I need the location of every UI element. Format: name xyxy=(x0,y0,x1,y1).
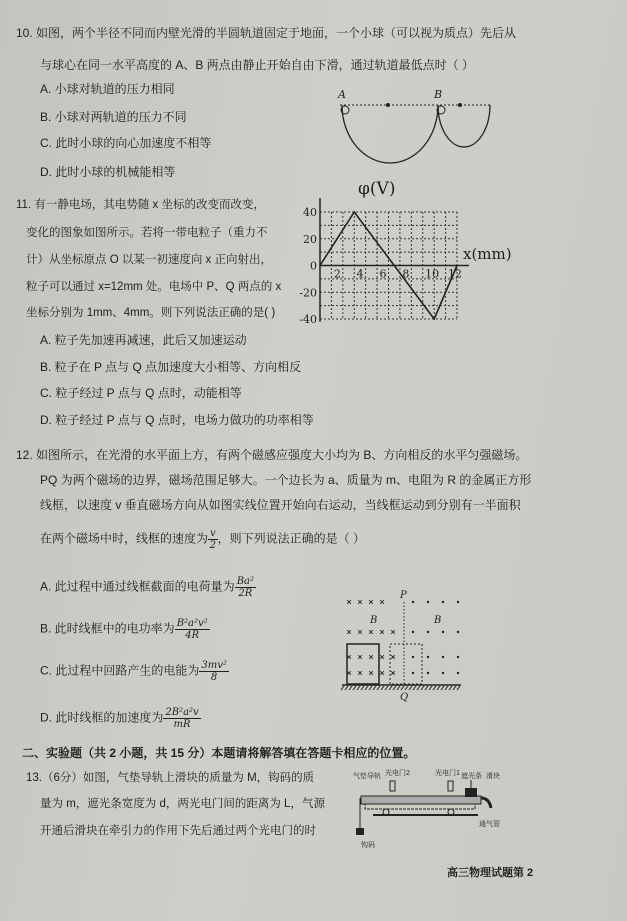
field-into-page-mark xyxy=(369,655,373,659)
ground-hatch xyxy=(433,686,436,690)
q12-line1: 12. 如图所示，在光滑的水平面上方，有两个磁感应强度大小均为 B、方向相反的水平匀强磁场。 xyxy=(16,448,528,462)
ground-hatch xyxy=(401,686,404,690)
field-out-of-page-mark xyxy=(427,601,429,603)
q12-line3: 线框，以速度 v 垂直磁场方向从如图实线位置开始向右运动，当线框运动到分别有一半面积 xyxy=(40,498,521,512)
option-fraction xyxy=(199,660,229,683)
ground-hatch xyxy=(397,686,400,690)
field-out-of-page-mark xyxy=(442,672,444,674)
field-out-of-page-mark xyxy=(412,656,414,658)
x-tick-label: 2 xyxy=(333,267,341,281)
q10-option-b: B. 小球对两轨道的压力不同 xyxy=(40,110,187,124)
ground-hatch xyxy=(437,686,440,690)
q12-line4 xyxy=(40,528,365,551)
x-tick-label: 10 xyxy=(425,267,440,281)
q10-stem-line2: 与球心在同一水平高度的 A、B 两点由静止开始自由下滑，通过轨道最低点时（ ） xyxy=(40,58,475,72)
frac-den: 2R xyxy=(238,588,253,599)
q13-line1: 13.（6分）如图，气垫导轨上滑块的质量为 M，钩码的质 xyxy=(26,772,315,784)
ground-hatch xyxy=(377,686,380,690)
ground-hatch xyxy=(425,686,428,690)
label-b-right: B xyxy=(434,615,442,626)
field-into-page-mark xyxy=(347,600,351,604)
ground-hatch xyxy=(369,686,372,690)
field-into-page-mark xyxy=(391,655,395,659)
ground-hatch xyxy=(417,686,420,690)
option-text: A. 此过程中通过线框截面的电荷量为 xyxy=(40,579,235,594)
y-tick-label: 0 xyxy=(310,259,317,273)
option-text: D. 此时线框的加速度为 xyxy=(40,710,164,725)
x-tick-label: 8 xyxy=(402,267,410,281)
q13-line2: 量为 m，遮光条宽度为 d，两光电门间的距离为 L，气源 xyxy=(40,798,325,810)
field-out-of-page-mark xyxy=(442,631,444,633)
ground-hatch xyxy=(361,686,364,690)
label-b-left: B xyxy=(370,615,378,626)
option-fraction xyxy=(235,576,256,599)
q11-line2: 变化的图象如图所示。若将一带电粒子（重力不 xyxy=(26,227,268,239)
velocity-fraction xyxy=(208,528,218,551)
q11-line3: 计）从坐标原点 O 以某一初速度向 x 正向射出， xyxy=(26,254,272,266)
ground-hatch xyxy=(365,686,368,690)
magnetic-field-figure xyxy=(340,590,465,703)
option-fraction xyxy=(163,707,200,730)
x-tick-label: 12 xyxy=(448,267,462,281)
ground-hatch xyxy=(353,686,356,690)
ground-hatch xyxy=(409,686,412,690)
q12-option-d xyxy=(40,707,201,730)
q10-option-a: A. 小球对轨道的压力相同 xyxy=(40,82,175,96)
field-into-page-mark xyxy=(380,600,384,604)
frac-num: B²a²v² xyxy=(176,618,208,629)
field-into-page-mark xyxy=(358,655,362,659)
page-footer: 高三物理试题第 2 xyxy=(447,867,534,879)
field-out-of-page-mark xyxy=(412,601,414,603)
frac-den: 2 xyxy=(209,540,217,551)
ground-hatch xyxy=(341,686,344,690)
ground-hatch xyxy=(457,686,460,690)
field-out-of-page-mark xyxy=(457,656,459,658)
frac-num: Ba² xyxy=(236,576,255,587)
ground-hatch xyxy=(413,686,416,690)
label-slider: 滑块 xyxy=(486,773,500,780)
field-out-of-page-mark xyxy=(442,601,444,603)
q11-line1: 11. 有一静电场，其电势随 x 坐标的改变而改变， xyxy=(16,199,265,211)
frac-den: 8 xyxy=(210,672,218,683)
y-tick-label: -20 xyxy=(299,286,317,300)
q13-line3: 开通后滑块在牵引力的作用下先后通过两个光电门的时 xyxy=(40,825,316,837)
field-into-page-mark xyxy=(380,671,384,675)
field-into-page-mark xyxy=(391,630,395,634)
q11-option-d: D. 粒子经过 P 点与 Q 点时，电场力做功的功率相等 xyxy=(40,413,314,427)
option-text: B. 此时线框中的电功率为 xyxy=(40,621,175,636)
ground-hatch xyxy=(381,686,384,690)
y-tick-label: -40 xyxy=(299,313,317,326)
ground-hatch xyxy=(405,686,408,690)
y-axis-label: φ(V) xyxy=(358,179,396,199)
q11-line4: 粒子可以通过 x=12mm 处。电场中 P、Q 两点的 x xyxy=(26,281,282,293)
field-out-of-page-mark xyxy=(412,631,414,633)
x-tick-label: 6 xyxy=(379,267,387,281)
q12-option-b xyxy=(40,618,210,641)
field-out-of-page-mark xyxy=(412,672,414,674)
field-into-page-mark xyxy=(369,671,373,675)
label-q: Q xyxy=(400,692,409,703)
ground-hatch xyxy=(441,686,444,690)
ground-hatch xyxy=(349,686,352,690)
ground-hatch xyxy=(357,686,360,690)
frac-num: v xyxy=(210,528,216,539)
field-into-page-mark xyxy=(369,630,373,634)
q11-line5: 坐标分别为 1mm、4mm。则下列说法正确的是( ) xyxy=(26,307,276,319)
field-out-of-page-mark xyxy=(427,656,429,658)
ground-hatch xyxy=(421,686,424,690)
frac-den: 4R xyxy=(185,630,200,641)
q12-line4-text: 在两个磁场中时，线框的速度为 xyxy=(40,531,209,546)
y-tick-label: 40 xyxy=(303,206,317,219)
field-into-page-mark xyxy=(380,630,384,634)
label-gate1: 光电门1 xyxy=(435,770,460,777)
ground-hatch xyxy=(345,686,348,690)
label-b: B xyxy=(434,88,443,101)
label-p: P xyxy=(400,590,407,601)
option-fraction xyxy=(175,618,210,641)
field-out-of-page-mark xyxy=(427,672,429,674)
q11-option-a: A. 粒子先加速再减速，此后又加速运动 xyxy=(40,333,247,347)
q12-option-c xyxy=(40,660,229,683)
field-into-page-mark xyxy=(391,671,395,675)
label-a: A xyxy=(338,88,346,101)
ground-hatch xyxy=(449,686,452,690)
q12-line4-tail: ，则下列说法正确的是（ ） xyxy=(217,531,366,546)
section2-heading: 二、实验题（共 2 小题，共 15 分）本题请将解答填在答题卡相应的位置。 xyxy=(22,746,416,760)
label-strip: 遮光条 xyxy=(461,773,482,780)
y-tick-label: 20 xyxy=(303,232,317,246)
field-out-of-page-mark xyxy=(442,656,444,658)
field-out-of-page-mark xyxy=(427,631,429,633)
frac-den: mR xyxy=(173,719,191,730)
frac-num: 3mv² xyxy=(201,660,227,671)
ground-hatch xyxy=(393,686,396,690)
ground-hatch xyxy=(373,686,376,690)
field-out-of-page-mark xyxy=(457,601,459,603)
x-axis-label: x(mm) xyxy=(463,245,512,263)
field-out-of-page-mark xyxy=(457,672,459,674)
ground-hatch xyxy=(453,686,456,690)
label-weight: 钩码 xyxy=(361,842,375,849)
ground-hatch xyxy=(385,686,388,690)
field-into-page-mark xyxy=(380,655,384,659)
field-out-of-page-mark xyxy=(457,631,459,633)
field-into-page-mark xyxy=(358,600,362,604)
field-into-page-mark xyxy=(358,630,362,634)
label-air: 通气管 xyxy=(479,821,500,828)
q12-line2: PQ 为两个磁场的边界，磁场范围足够大。一个边长为 a、质量为 m、电阻为 R 的金属正方形 xyxy=(40,473,532,487)
ground-hatch xyxy=(429,686,432,690)
q10-option-c: C. 此时小球的向心加速度不相等 xyxy=(40,136,212,150)
q11-option-b: B. 粒子在 P 点与 Q 点加速度大小相等、方向相反 xyxy=(40,360,302,374)
field-into-page-mark xyxy=(347,630,351,634)
q10-stem-line1: 10. 如图，两个半径不同而内壁光滑的半圆轨道固定于地面，一个小球（可以视为质点）先后从 xyxy=(16,26,517,40)
q10-option-d: D. 此时小球的机械能相等 xyxy=(40,165,176,179)
ground-hatch xyxy=(445,686,448,690)
x-tick-label: 4 xyxy=(356,267,364,281)
option-text: C. 此过程中回路产生的电能为 xyxy=(40,663,200,678)
frac-num: 2B²a²v xyxy=(165,707,199,718)
label-track: 气垫导轨 xyxy=(353,773,381,780)
field-into-page-mark xyxy=(358,671,362,675)
field-into-page-mark xyxy=(369,600,373,604)
air-track-figure xyxy=(353,768,503,853)
q11-option-c: C. 粒子经过 P 点与 Q 点时，动能相等 xyxy=(40,386,242,400)
ground-hatch xyxy=(389,686,392,690)
label-gate2: 光电门2 xyxy=(385,770,410,777)
q12-option-a xyxy=(40,576,256,599)
